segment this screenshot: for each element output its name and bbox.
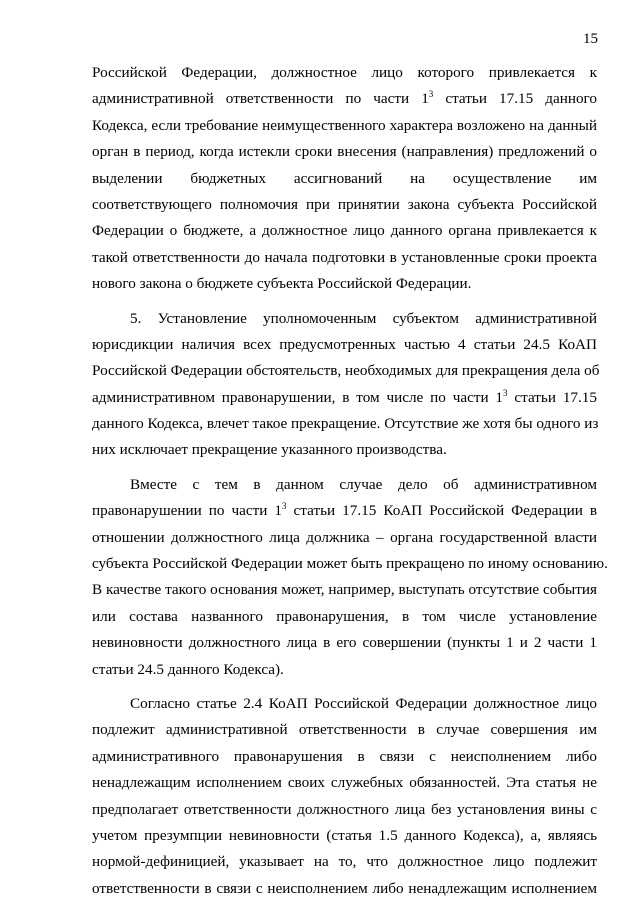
text-line: нормой-дефиницией, указывает на то, что должностное лицо подлежит <box>92 853 597 871</box>
text-line: Российской Федерации, должностное лицо которого привлекается к <box>92 64 597 81</box>
text-line: данного Кодекса, влечет такое прекращение. Отсутствие же хотя бы одного из <box>92 415 599 433</box>
text-line: правонарушении по части $1^3$ статьи 17.15 КоАП Российской Федерации в <box>92 501 598 520</box>
text-line: 5. Установление уполномоченным субъектом административной <box>130 309 597 327</box>
text-line: Согласно статье 2.4 КоАП Российской Федерации должностное лицо <box>130 694 597 712</box>
paragraph-2 <box>92 306 600 464</box>
text-line: Вместе с тем в данном случае дело об административном <box>130 475 597 493</box>
text-line: них исключает прекращение указанного производства. <box>92 441 447 459</box>
text-line: подлежит административной ответственности в случае совершения им <box>92 721 597 739</box>
text-line: субъекта Российской Федерации может быть прекращено по иному основанию. <box>92 555 608 573</box>
text-line: статьи 24.5 данного Кодекса). <box>92 660 284 678</box>
text-line: юрисдикции наличия всех предусмотренных частью 4 статьи 24.5 КоАП <box>92 335 597 353</box>
text-line: Российской Федерации обстоятельств, необходимых для прекращения дела об <box>92 362 600 380</box>
paragraph-1 <box>92 60 597 298</box>
superscript: 3 <box>282 501 287 512</box>
text-line: Федерации о бюджете, а должностное лицо данного органа привлекается к <box>92 222 597 240</box>
text-line: предполагает ответственности должностного лица без установления вины с <box>92 800 597 818</box>
text-line: административного правонарушения в связи с неисполнением либо <box>92 747 597 765</box>
text-line: Кодекса, если требование неимущественного характера возложено на данный <box>92 116 597 134</box>
text-line: нового закона о бюджете субъекта Российской Федерации. <box>92 275 472 293</box>
text-line: выделении бюджетных ассигнований на осуществление им <box>92 169 597 187</box>
text-line: орган в период, когда истекли сроки внесения (направления) предложений о <box>92 143 597 161</box>
superscript: 3 <box>503 387 508 398</box>
text-line: невиновности должностного лица в его совершении (пункты 1 и 2 части 1 <box>92 634 597 652</box>
page-number: 15 <box>583 31 598 47</box>
text-line: административном правонарушении, в том числе по части $1^3$ статьи 17.15 <box>92 387 597 406</box>
text-line: отношении должностного лица должника – органа государственной власти <box>92 528 597 546</box>
text-line: такой ответственности до начала подготовки в установленные сроки проекта <box>92 248 597 266</box>
superscript: 3 <box>428 89 434 100</box>
document-body <box>92 60 608 902</box>
paragraph-3 <box>92 472 608 683</box>
text-line: учетом презумпции невиновности (статья 1.5 данного Кодекса), а, являясь <box>92 826 597 844</box>
paragraph-4 <box>92 691 597 902</box>
text-line: административной ответственности по части $1^3$ статьи 17.15 данного <box>92 89 598 108</box>
text-line: ответственности в связи с неисполнением либо ненадлежащим исполнением <box>92 879 597 897</box>
text-line: или состава названного правонарушения, в том числе установление <box>92 607 597 625</box>
text-line: ненадлежащим исполнением своих служебных обязанностей. Эта статья не <box>92 774 597 792</box>
text-line: В качестве такого основания может, например, выступать отсутствие события <box>92 581 597 599</box>
text-line: соответствующего полномочия при принятии закона субъекта Российской <box>92 195 597 213</box>
